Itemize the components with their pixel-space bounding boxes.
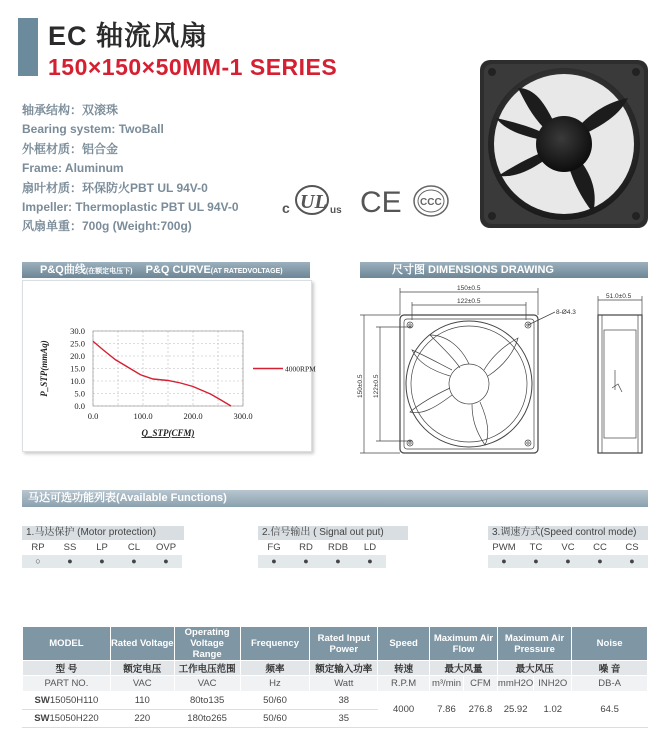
chart-y-tick-label: 5.0	[74, 388, 85, 399]
function-option: OVP ●	[150, 540, 182, 568]
function-group-label: 1.马达保护 (Motor protection)	[22, 526, 184, 540]
table-row: SW15050H110 110 80to135 50/60 38 4000 7.86 276.8 25.92 1.02 64.5	[23, 692, 648, 710]
svg-text:c: c	[282, 200, 290, 216]
dim-width-inner: 122±0.5	[457, 298, 481, 305]
pq-header-en-small: (AT RATEDVOLTAGE)	[210, 268, 283, 275]
svg-text:us: us	[330, 205, 342, 216]
chart-x-tick-label: 100.0	[133, 411, 153, 421]
ce-cert-icon	[360, 186, 404, 221]
function-option: PWM ●	[488, 540, 520, 568]
function-option: LP ●	[86, 540, 118, 568]
spec-line: 风扇单重：700g (Weight:700g)	[22, 219, 192, 234]
spec-line: Frame: Aluminum	[22, 161, 124, 176]
pq-header-cn-small: (在额定电压下)	[85, 268, 133, 275]
chart-legend-label: 4000RPM	[285, 364, 316, 374]
chart-x-tick-label: 300.0	[233, 411, 253, 421]
chart-y-axis-label: P_STP(mmAq)	[39, 340, 49, 397]
function-option: CL ●	[118, 540, 150, 568]
page-title: EC 轴流风扇	[48, 21, 209, 51]
dim-height-outer: 150±0.5	[357, 374, 364, 398]
function-option: CS ●	[616, 540, 648, 568]
chart-y-tick-label: 10.0	[70, 376, 85, 386]
svg-text:CE: CE	[360, 186, 402, 219]
pq-chart-panel	[22, 280, 316, 452]
spec-table	[22, 626, 648, 728]
function-option: VC ●	[552, 540, 584, 568]
dim-holes: 8-Ø4.3	[556, 309, 576, 316]
spec-line: Impeller: Thermoplastic PBT UL 94V-0	[22, 200, 239, 215]
spec-line: 轴承结构：双滚珠	[22, 103, 119, 117]
svg-text:UL: UL	[300, 191, 327, 213]
chart-x-tick-label: 0.0	[87, 411, 99, 421]
chart-y-tick-label: 25.0	[70, 338, 85, 349]
chart-y-tick-label: 0.0	[74, 401, 85, 411]
dim-width-outer: 150±0.5	[457, 285, 481, 292]
function-option: RP ○	[22, 540, 54, 568]
chart-series-line	[93, 341, 231, 406]
dim-header-label: 尺寸图 DIMENSIONS DRAWING	[392, 264, 554, 276]
fan-photo	[478, 58, 650, 230]
chart-y-tick-label: 30.0	[70, 326, 85, 336]
function-option: LD ●	[354, 540, 386, 568]
spec-list	[22, 101, 239, 237]
dim-section-header	[360, 262, 648, 278]
chart-y-tick-label: 20.0	[70, 351, 85, 361]
pq-header-en: P&Q CURVE	[145, 264, 211, 276]
function-option: FG ●	[258, 540, 290, 568]
table-header-cn: 型 号 额定电压 工作电压范围 频率 额定输入功率 转速 最大风量 最大风压 噪 音	[23, 661, 648, 676]
pq-header-cn: P&Q曲线	[40, 264, 86, 276]
function-option: RDB ●	[322, 540, 354, 568]
table-units-row: PART NO. VAC VAC Hz Watt R.P.M m³/min CFM mmH2O INH2O DB-A	[23, 676, 648, 692]
spec-line: Bearing system: TwoBall	[22, 122, 164, 137]
chart-y-tick-label: 15.0	[70, 363, 85, 374]
function-option: CC ●	[584, 540, 616, 568]
dim-height-inner: 122±0.5	[373, 374, 380, 398]
pq-chart	[23, 281, 316, 451]
table-row: SW15050H220 220 180to265 50/60 35	[23, 710, 648, 728]
accent-bar	[18, 18, 38, 76]
chart-x-tick-label: 200.0	[183, 411, 203, 421]
dim-depth: 51.0±0.5	[606, 293, 632, 300]
ul-cert-icon	[282, 183, 352, 222]
spec-line: 外框材质：铝合金	[22, 141, 119, 156]
dimension-drawing	[357, 280, 648, 465]
function-group-speed-control	[488, 526, 648, 568]
ccc-cert-icon	[413, 185, 449, 222]
function-group-motor-protection	[22, 526, 184, 568]
table-header-en: MODEL Rated Voltage Operating Voltage Range Frequency Rated Input Power Speed Maximum Air Flow Maximum Air Pressure Noise	[23, 627, 648, 661]
function-option: SS ●	[54, 540, 86, 568]
function-option: TC ●	[520, 540, 552, 568]
svg-text:CCC: CCC	[420, 197, 442, 208]
page-subtitle: 150×150×50MM-1 SERIES	[48, 54, 338, 80]
function-group-signal-output	[258, 526, 408, 568]
spec-line: 扇叶材质：环保防火PBT UL 94V-0	[22, 180, 208, 195]
functions-header: 马达可选功能列表(Available Functions)	[22, 490, 648, 507]
function-group-label: 2.信号输出 ( Signal out put)	[258, 526, 408, 540]
chart-x-axis-label: Q_STP(CFM)	[141, 428, 195, 438]
function-option: RD ●	[290, 540, 322, 568]
pq-section-header	[22, 262, 310, 278]
function-group-label: 3.调速方式(Speed control mode)	[488, 526, 648, 540]
